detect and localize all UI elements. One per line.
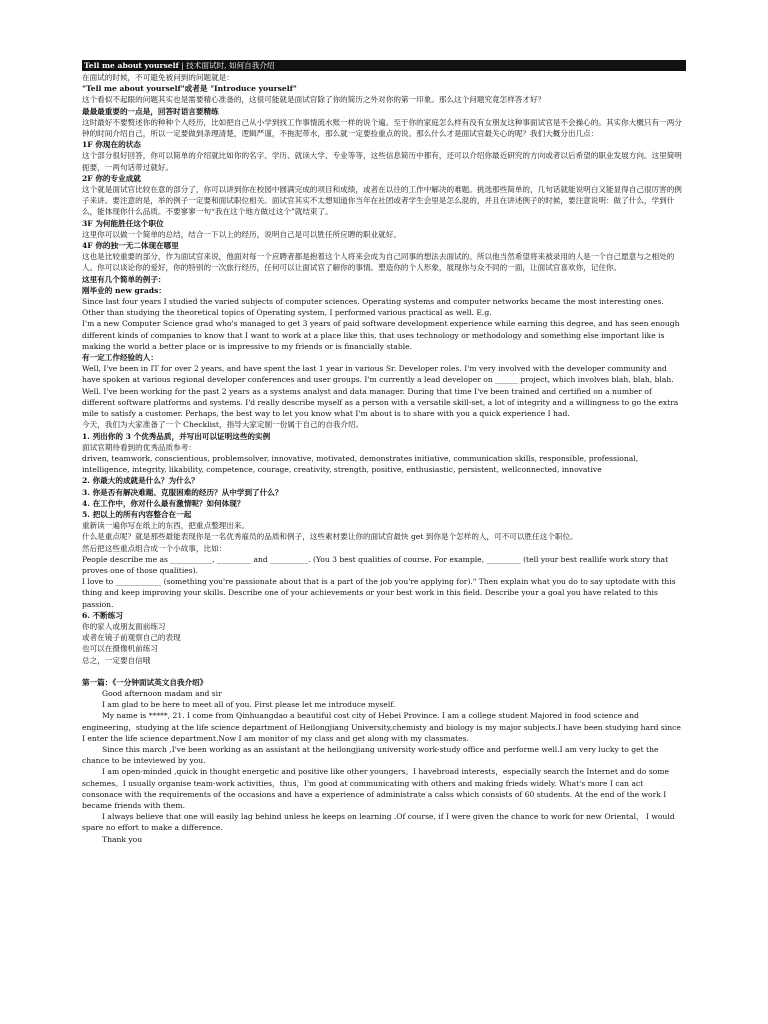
text-line: I am glad to be here to meet all of you. First please let me introduce myself. xyxy=(102,700,396,710)
heading-line: 最最最重要的一点是，回答时语言要精练 xyxy=(82,106,219,116)
heading-line: 2F 你的专业成就 xyxy=(82,173,141,183)
text-line: Thank you xyxy=(102,834,143,844)
text-line: 也可以在摄像机前练习 xyxy=(82,644,158,654)
text-line: 什么是重点呢？就是那些最能表现你是一名优秀雇员的品质和例子，这些素材要让你的面试官最快 get 到你是个怎样的人，可不可以胜任这个职位。 xyxy=(82,532,578,542)
section2-title: 第一篇：《一分钟面试英文自我介绍》 xyxy=(82,677,208,687)
text-line: 或者在镜子前观察自己的表现 xyxy=(82,633,181,643)
text-line: 今天，我们为大家准备了一个 Checklist，指导大家定制一份属于自己的自我介绍。 xyxy=(82,420,364,430)
text-line: 这个部分很好回答，你可以简单的介绍就比如你的名字、学历、就读大学、专业等等，这些信息简历中都有，还可以介绍你最近研究的方向或者以后希望的职业发展方向。这里简明扼要，一两句话带过就好。 xyxy=(82,151,682,172)
text-line: Well, I've been in IT for over 2 years, and have spent the last 1 year in various Sr. Developer roles. I'm very involved with the developer community and have spoken at various regional developer conferences and user groups. I'm currently a lead developer on ______ project, which involves blah, blah, blah. xyxy=(82,364,674,385)
text-line: 然后把这些重点组合成一个小故事，比如： xyxy=(82,543,227,553)
text-line: Good afternoon madam and sir xyxy=(102,688,222,698)
text-line: I'm a new Computer Science grad who's managed to get 3 years of paid software development experience while earning this degree, and has seen enough different kinds of companies to know that I want to work at a place like this, that uses technology or methodology and something else important like is making the world a better place or is impressive to my friends or is financially stable. xyxy=(82,319,680,351)
heading-line: 3F 为何能胜任这个职位 xyxy=(82,218,164,228)
heading-line: 刚毕业的 new grads： xyxy=(82,285,166,295)
text-line: I love to ____________ (something you're passionate about that is a part of the job you're applying for)." Then explain what you do to say uptodate with this thing and keep improving your skills. Describe one of your achievements or your best work in this field. Describe your a goal you have related to this passion. xyxy=(82,577,676,609)
text-line: 总之，一定要自信哦 xyxy=(82,655,151,665)
text-line: 重新读一遍你写在纸上的东西，把重点整理出来。 xyxy=(82,521,250,531)
text-line: driven, teamwork, conscientious, problemsolver, innovative, motivated, demonstrates initiative, communication skills, responsible, professional, intelligence, integrity, likability, competence, courage, creativity, strength, positive, enthusiastic, persistent, wellconnected, innovative xyxy=(82,453,639,475)
heading-line: 这里有几个简单的例子： xyxy=(82,274,166,284)
body-text xyxy=(82,72,686,666)
text-line: 这时最好不要赘述你的种种个人经历，比如把自己从小学到找工作事情流水账一样的说个遍。至于你的家庭怎么样有没有女朋友这种事面试官是不会操心的。其实你大概只有一两分钟的时间介绍自己，所以一定要做到条理清楚，逻辑严谨，不拖泥带水，那么就一定要捡重点的说。那么什么才是面试官最关心的呢？我们大概分出几点： xyxy=(82,117,682,139)
text-line: 这个就是面试官比较在意的部分了，你可以讲到你在校园中圆满完成的项目和成绩，或者在以往的工作中解决的难题。挑选那些简单的，几句话就能说明白又能显得自己很厉害的例子来讲。要注意的是，举的例子一定要和面试职位相关。面试官其实不太想知道你当年在社团或者学生会里是怎么混的，并且在讲述例子的时候，要注意说明：做了什么，学到什么，能体现你什么品质。不要寥寥一句“我在这个地方做过这个”就结束了。 xyxy=(82,185,682,217)
text-line: I am open-minded ,quick in thought energetic and positive like other youngers。I havebroad interests，especially search the Internet and do some schemes。I usually organise team-work activities，thus，I'm good at communicating with others and making frieds widely. What's more I can act consonace with the requirements of the occasions and have a experience of administrate a calss which consists of 60 students. At the end of the work I became friends with them. xyxy=(82,767,669,810)
heading-line: 1. 列出你的 3 个优秀品质，并写出可以证明这些的实例 xyxy=(82,431,271,441)
heading-line: 6. 不断练习 xyxy=(82,610,123,620)
text-line: I always believe that one will easily lag behind unless he keeps on learning .Of course, if I were given the chance to work for new Oriental， I would spare no effort to make a difference. xyxy=(82,812,675,833)
heading-line: 4F 你的独一无二体现在哪里 xyxy=(82,241,179,251)
text-line: My name is *****, 21. I come from Qinhuangdao a beautiful cost city of Hebei Province. I am a college student Majored in food science and engineering，studying at the life science department of Heilongjiang University,chemisty and biology is my major subjects.I have been studying hard since I enter the life science department.Now I am monitor of my class and get along with my classmates. xyxy=(82,711,681,743)
text-line: Since last four years I studied the varied subjects of computer sciences. Operating systems and computer networks became the most interesting ones. Other than studying the theoretical topics of Operating system, I performed various practical as well. E.g. xyxy=(82,297,664,318)
text-line: 这个看似不起眼的问题其实也是需要精心准备的，这很可能就是面试官除了你的简历之外对你的第一印象。那么这个问题究竟怎样答才好？ xyxy=(82,95,546,105)
text-line: Since this march ,I've been working as an assistant at the heilongjiang university work-study office and performe well.I am very lucky to get the chance to be inteviewed by you. xyxy=(82,744,659,766)
heading-line: 有一定工作经验的人： xyxy=(82,353,158,363)
text-line: 你的家人或朋友面前练习 xyxy=(82,621,166,631)
text-line: Well. I've been working for the past 2 years as a systems analyst and data manager. During that time I've been trained and certified on a number of different software platforms and systems. I'd really describe myself as a person with a versatile skill-set, a lot of integrity and a willingness to go the extra mile to satisfy a customer. Perhaps, the best way to let you know what I'm about is to share with you a quick experience I had. xyxy=(82,386,679,419)
heading-line: "Tell me about yourself"或者是 "Introduce yourself" xyxy=(82,84,297,94)
heading-line: 1F 你现在的状态 xyxy=(82,140,141,150)
document-page xyxy=(82,60,686,845)
text-line: People describe me as ___________, _________ and __________. (You 3 best qualities of course. For example, _________ (tell your best reallife work story that proves one of those qualities). xyxy=(82,554,669,575)
text-line: 这也是比较重要的部分，作为面试官来说，他面对每一个应聘者都是抱着这个人将来会成为自己同事的想法去面试的。所以他当然希望将来被录用的人是一个自己愿意与之相处的人。你可以谈论你的爱好，你的特别的一次旅行经历，任何可以让面试官了解你的事情。塑造你的个人形象，展现你与众不同的一面，让面试官喜欢你，记住你。 xyxy=(82,252,675,273)
text-line: 面试官期待看到的优秀品质参考： xyxy=(82,442,196,452)
heading-line: 4. 在工作中，你对什么最有激情呢？如何体现？ xyxy=(82,498,245,508)
text-line: 在面试的时候，不可避免被问到的问题就是： xyxy=(82,73,234,82)
heading-line: 3. 你是否有解决难题、克服困难的经历？从中学到了什么？ xyxy=(82,487,283,497)
heading-line: 2. 你最大的成就是什么？为什么？ xyxy=(82,476,199,486)
title-rest: | 技术面试时, 如何自我介绍 xyxy=(181,61,275,70)
heading-line: 5. 把以上的所有内容整合在一起 xyxy=(82,509,192,519)
text-line: 这里你可以做一个简单的总结，结合一下以上的经历，说明自己是可以胜任所应聘的职业就好。 xyxy=(82,229,401,239)
title-bold: Tell me about yourself xyxy=(84,61,179,70)
section2-body xyxy=(82,688,686,845)
title-bar xyxy=(82,60,686,71)
